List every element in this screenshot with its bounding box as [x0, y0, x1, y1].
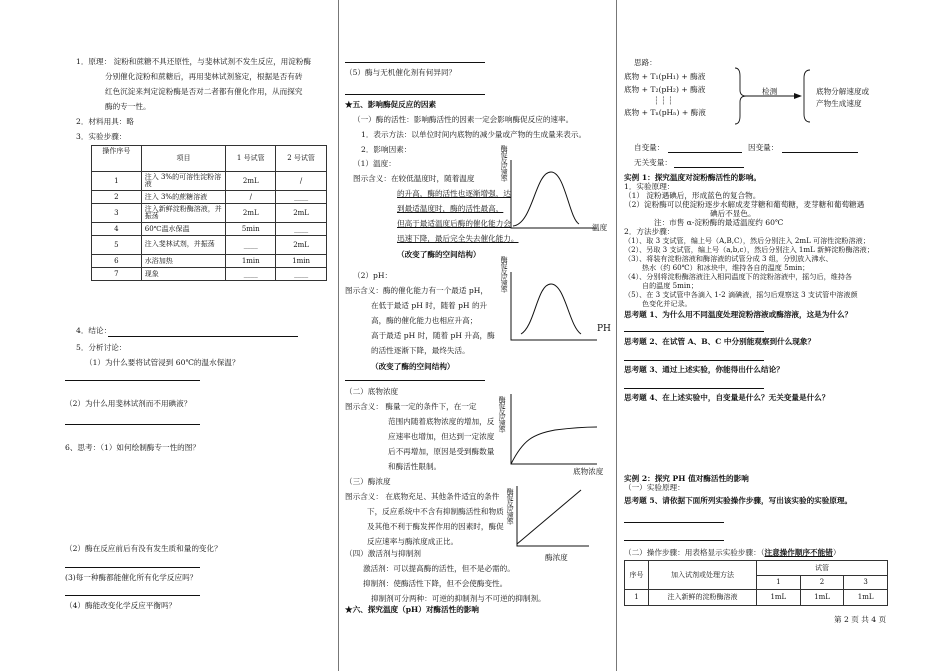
factors-line: 2．影响因素： [361, 145, 412, 154]
column-divider [616, 0, 617, 671]
table-header: 操作序号 [92, 146, 142, 172]
column-3 [622, 0, 904, 671]
divider-line [345, 380, 485, 381]
answer-blank[interactable] [674, 167, 744, 168]
example-1-text: 1．实验原理： [624, 182, 675, 191]
example-1-text: （2）、另取 3 支试管，编上号（a,b,c），然后分别注入 1mL 新鲜淀粉酶溶液； [624, 245, 874, 254]
steps-label: （二）操作步骤：用表格显示实验步骤：（ [624, 548, 765, 557]
example-2-heading: 实例 2：探究 PH 值对酶活性的影响 [624, 474, 749, 483]
answer-blank[interactable] [65, 567, 200, 568]
example-1-text: （3）、将装有淀粉溶液和酶溶液的试管分成 3 组，分别放入沸水、 [624, 254, 833, 263]
answer-blank[interactable] [345, 94, 485, 95]
independent-var: 自变量： [634, 143, 665, 152]
x-axis-label: 底物浓度 [573, 467, 604, 476]
substrate-desc: 范围内随着底物浓度的增加，反 [388, 417, 495, 426]
ph-note: （改变了酶的空间结构） [371, 362, 455, 371]
temperature-desc: 但高于最适温度后酶的催化能力会 [397, 219, 511, 228]
materials-line: 2．材料用具：略 [76, 117, 134, 126]
table-row: 7 现象 ____ ____ [92, 268, 327, 281]
ph-title: （2）pH： [353, 271, 393, 280]
question-5: （5）酶与无机催化剂有何异同？ [345, 68, 457, 77]
principle-line: 酶的专一性。 [105, 102, 151, 111]
result-line: 产物生成速度 [816, 99, 862, 108]
formula-line: 底物 + T₂(pH₂) + 酶液 [624, 85, 706, 94]
ph-desc: 高于最适 pH 时，随着 pH 升高，酶 [371, 331, 495, 340]
example-1-text: 色变化并记录。 [642, 299, 692, 308]
y-axis-label: 酶促反应速率 [506, 488, 515, 524]
activator-desc: 抑制剂可分两种：可逆的抑制剂与不可逆的抑制剂。 [371, 594, 546, 603]
principle-line: 1．原理： 淀粉和蔗糖不具还原性，与斐林试剂不发生反应，用淀粉酶 [76, 57, 312, 66]
example-2-steps [624, 547, 840, 558]
substrate-title: （二）底物浓度 [345, 387, 399, 396]
answer-blank[interactable] [624, 540, 724, 541]
y-axis-label: 酶促反应速率 [498, 396, 507, 432]
conclusion-blank[interactable] [108, 336, 298, 337]
answer-blank[interactable] [624, 331, 764, 332]
ph-desc: 的活性逐渐下降，最终失活。 [371, 346, 470, 355]
table-row: 3 注入新鲜淀粉酶溶液，并振荡 2mL 2mL [92, 204, 327, 223]
example-1-text: 2．方法步骤： [624, 227, 675, 236]
enzyme-conc-graph [513, 484, 591, 548]
table-header: 序号 [625, 561, 649, 590]
table-header: 3 [844, 576, 888, 590]
example-1-text: （4）、分别将淀粉酶溶液注入相同温度下的淀粉溶液中，摇匀后，维持各 [624, 272, 852, 281]
question-7: （2）酶在反应前后有没有发生质和量的变化？ [65, 544, 222, 553]
column-2 [345, 0, 613, 671]
example-2-principle: （一）实验原理： [624, 483, 685, 492]
x-axis-label: 酶浓度 [545, 553, 568, 562]
table-row: 1 注入 3%的可溶性淀粉溶液 2mL / [92, 172, 327, 191]
formula-line: 底物 + T₁(pH₁) + 酶液 [624, 72, 706, 81]
answer-blank[interactable] [624, 360, 764, 361]
temperature-desc: 迅速下降，最后完全失去催化能力。 [397, 234, 519, 243]
temperature-desc: 图示含义：在较低温度时，随着温度 [353, 174, 475, 183]
table-header: 1 号试管 [226, 146, 276, 172]
example-1-text: （1） 淀粉遇碘后，形成蓝色的复合物。 [624, 191, 761, 200]
formula-line: 底物 + Tₙ(pHₙ) + 酶液 [624, 108, 706, 117]
table-header: 项目 [141, 146, 226, 172]
answer-blank[interactable] [624, 522, 724, 523]
table-row: 5 注入斐林试剂，并振荡 ____ 2mL [92, 236, 327, 255]
temperature-note: （改变了酶的空间结构） [397, 250, 481, 259]
column-1 [62, 0, 334, 671]
table-header: 加入试剂或处理方法 [649, 561, 757, 590]
method-line: 1．表示方法：以单位时间内底物的减少量或产物的生成量来表示。 [361, 130, 587, 139]
thinking-question-2: 思考题 2、在试管 A、B、C 中分别能观察到什么现象？ [624, 337, 816, 346]
temperature-desc: 到最适温度时，酶的活性最高， [397, 204, 504, 213]
enzyme-conc-title: （三）酶浓度 [345, 477, 391, 486]
steps-heading: 3．实验步骤： [76, 132, 127, 141]
steps-note: 注意操作顺序不能错 [764, 548, 833, 557]
enzyme-conc-desc: 下，反应系统中不含有抑制酶活性和物质 [367, 507, 504, 516]
example-1-heading: 实例 1：探究温度对淀粉酶活性的影响。 [624, 173, 762, 182]
ph-steps-table [624, 560, 888, 606]
temperature-graph [507, 158, 599, 230]
example-1-text: （2）淀粉酶可以使淀粉逐步水解成麦芽糖和葡萄糖，麦芽糖和葡萄糖遇 [624, 200, 865, 209]
y-axis-label: 酶促反应速率 [500, 145, 509, 181]
answer-blank[interactable] [65, 424, 200, 425]
example-1-text: （1）、取 3 支试管，编上号（A,B,C），然后分别注入 2mL 可溶性淀粉溶液； [624, 236, 870, 245]
x-axis-label: 温度 [592, 223, 608, 232]
ph-desc: 高，酶的催化能力也相应升高； [371, 316, 478, 325]
question-1: （1）为什么要将试管浸到 60℃的温水保温？ [85, 358, 240, 367]
question-6: 6、思考：（1）如何绘制酶专一性的图？ [65, 443, 200, 452]
enzyme-conc-desc: 图示含义： 在底物充足、其他条件适宜的条件 [345, 492, 500, 501]
result-line: 底物分解速度或 [816, 87, 870, 96]
formula-dots: ┆ ┆ ┆ [654, 96, 673, 105]
answer-blank[interactable] [65, 380, 200, 381]
dependent-var: 因变量： [748, 143, 779, 152]
question-2: （2）为什么用斐林试剂而不用碘液？ [65, 399, 192, 408]
detect-label: 检测 [762, 87, 778, 96]
substrate-desc: 图示含义： 酶量一定的条件下，在一定 [345, 402, 477, 411]
thinking-question-5: 思考题 5、请依据下面所列实验操作步骤，写出该实验的实验原理。 [624, 496, 853, 505]
table-row: 6 水浴加热 1min 1min [92, 255, 327, 268]
thinking-question-3: 思考题 3、通过上述实验，你能得出什么结论？ [624, 365, 784, 374]
control-var: 无关变量： [634, 158, 672, 167]
answer-blank[interactable] [345, 62, 485, 63]
enzyme-activity-line: （一）酶的活性：影响酶活性的因素一定会影响酶促反应的速率。 [353, 115, 574, 124]
example-1-text: 注：市售 α-淀粉酶的最适温度约 60℃ [654, 218, 784, 227]
table-header: 试管 [757, 561, 888, 576]
thinking-question-4: 思考题 4、在上述实验中，自变量是什么？无关变量是什么？ [624, 393, 830, 402]
conclusion-label: 4．结论： [76, 326, 112, 335]
example-1-text: （5）、在 3 支试管中各滴入 1-2 滴碘液，摇匀后观察这 3 支试管中溶液颜 [624, 290, 858, 299]
table-row: 2 注入 3%的蔗糖溶液 / ____ [92, 191, 327, 204]
answer-blank[interactable] [668, 152, 742, 153]
page-number: 第 2 页 共 4 页 [834, 615, 887, 624]
answer-blank[interactable] [65, 595, 200, 596]
ph-graph [507, 270, 599, 342]
answer-blank[interactable] [782, 152, 858, 153]
x-axis-label: PH [597, 324, 611, 334]
experiment-table [91, 145, 327, 281]
enzyme-conc-desc: 及其他不利于酶发挥作用的因素时，酶促 [367, 522, 504, 531]
substrate-desc: 后不再增加，原因是受到酶数量 [388, 447, 495, 456]
table-row: 4 60℃温水保温 5min ____ [92, 223, 327, 236]
idea-label: 思路： [634, 58, 657, 67]
table-row: 1 注入新鲜的淀粉酶溶液 1mL 1mL 1mL [625, 590, 888, 606]
question-8: (3)每一种酶都能催化所有化学反应吗？ [65, 573, 198, 582]
thinking-question-1: 思考题 1、为什么用不同温度处理淀粉溶液或酶溶液，这是为什么？ [624, 310, 853, 319]
example-1-text: 自的温度 5min； [642, 281, 698, 290]
column-divider [338, 0, 339, 671]
temperature-title: （1）温度： [353, 159, 396, 168]
temperature-desc: 的升高，酶的活性也逐渐增强，达 [397, 189, 511, 198]
enzyme-conc-desc: 反应速率与酶浓度成正比。 [367, 537, 459, 546]
activator-desc: 抑制剂：使酶活性下降，但不会使酶变性。 [363, 579, 508, 588]
table-header: 1 [757, 576, 801, 590]
example-1-text: 碘后不显色。 [710, 209, 756, 218]
table-header: 2 [800, 576, 844, 590]
principle-line: 分别催化淀粉和蔗糖后，再用斐林试剂鉴定，根据是否有砖 [105, 72, 303, 81]
principle-line: 红色沉淀来判定淀粉酶是否对二者都有催化作用，从而探究 [105, 87, 303, 96]
substrate-graph [507, 392, 599, 466]
section-5-heading: ★五、影响酶促反应的因素 [345, 100, 437, 109]
section-6-heading: ★六、探究温度（pH）对酶活性的影响 [345, 605, 479, 614]
substrate-desc: 和酶活性限制。 [388, 462, 442, 471]
answer-blank[interactable] [624, 388, 764, 389]
y-axis-label: 酶促反应速率 [500, 256, 509, 292]
activator-title: （四）激活剂与抑制剂 [345, 549, 421, 558]
ph-desc: 在低于最适 pH 时，随着 pH 的升 [371, 301, 488, 310]
steps-label-end: ） [832, 548, 841, 557]
ph-desc: 图示含义：酶的催化能力有一个最适 pH， [345, 286, 488, 295]
example-1-text: 热水（约 60℃）和冰块中，维持各自的温度 5min； [642, 263, 810, 272]
activator-desc: 激活剂：可以提高酶的活性，但不是必需的。 [363, 564, 515, 573]
table-header: 2 号试管 [276, 146, 327, 172]
substrate-desc: 应速率也增加，但达到一定浓度 [388, 432, 495, 441]
question-9: （4）酶能改变化学反应平衡吗？ [65, 601, 177, 610]
analysis-heading: 5．分析讨论： [76, 343, 127, 352]
